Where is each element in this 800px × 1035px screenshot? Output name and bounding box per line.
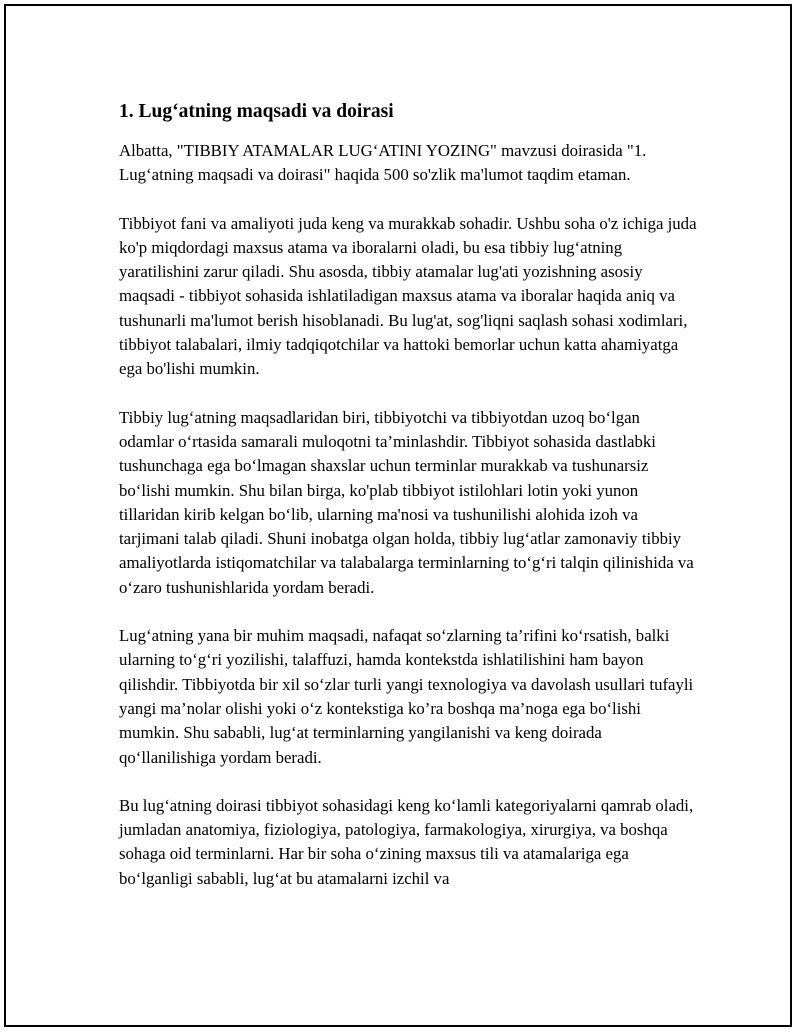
paragraph-definitions: Lug‘atning yana bir muhim maqsadi, nafaqat so‘zlarning ta’rifini ko‘rsatish, balki ularning to‘g‘ri yozilishi, talaffuzi, hamda kontekstda ishlatilishini ham bayon qilishdir. Tibbiyotda bir xil so‘zlar turli yangi texnologiya va davolash usullari tufayli yangi ma’nolar olishi yoki o‘z kontekstiga ko’ra boshqa ma’noga ega bo‘lishi mumkin. Shu sababli, lug‘at terminlarning yangilanishi va keng doirada qo‘llanilishiga yordam beradi.: [119, 626, 694, 767]
paragraph-intro: Albatta, "TIBBIY ATAMALAR LUG‘ATINI YOZING" mavzusi doirasida "1. Lug‘atning maqsadi va doirasi" haqida 500 so'zlik ma'lumot taqdim etaman.: [119, 141, 647, 185]
document-body: [119, 99, 699, 915]
paragraph-communication: Tibbiy lug‘atning maqsadlaridan biri, tibbiyotchi va tibbiyotdan uzoq bo‘lgan odamlar o‘rtasida samarali muloqotni ta’minlashdir. Tibbiyot sohasida dastlabki tushunchaga ega bo‘lmagan shaxslar uchun terminlar murakkab va tushunarsiz bo‘lishi mumkin. Shu bilan birga, ko'plab tibbiyot istilohlari lotin yoki yunon tillaridan kirib kelgan bo‘lib, ularning ma'nosi va tushunilishi alohida izoh va tarjimani talab qiladi. Shuni inobatga olgan holda, tibbiy lug‘atlar zamonaviy tibbiy amaliyotlarda istiqomatchilar va talabalarga terminlarning to‘g‘ri talqin qilinishida va o‘zaro tushunishlarida yordam beradi.: [119, 407, 694, 597]
paragraph-scope: Bu lug‘atning doirasi tibbiyot sohasidagi keng ko‘lamli kategoriyalarni qamrab oladi, jumladan anatomiya, fiziologiya, patologiya, farmakologiya, xirurgiya, va boshqa sohaga oid terminlarni. Har bir soha o‘zining maxsus tili va atamalariga ega bo‘lganligi sababli, lug‘at bu atamalarni izchil va: [119, 795, 694, 888]
section-heading: 1. Lug‘atning maqsadi va doirasi: [119, 101, 394, 122]
paragraph-purpose: Tibbiyot fani va amaliyoti juda keng va murakkab sohadir. Ushbu soha o'z ichiga juda ko'p miqdordagi maxsus atama va iboralarni oladi, bu esa tibbiy lug‘atning yaratilishini zarur qiladi. Shu asosda, tibbiy atamalar lug'ati yozishning asosiy maqsadi - tibbiyot sohasida ishlatiladigan maxsus atama va iboralar haqida aniq va tushunarli ma'lumot berish hisoblanadi. Bu lug'at, sog'liqni saqlash sohasi xodimlari, tibbiyot talabalari, ilmiy tadqiqotchilar va hattoki bemorlar uchun katta ahamiyatga ega bo'lishi mumkin.: [119, 213, 697, 379]
page-frame: [4, 4, 792, 1027]
